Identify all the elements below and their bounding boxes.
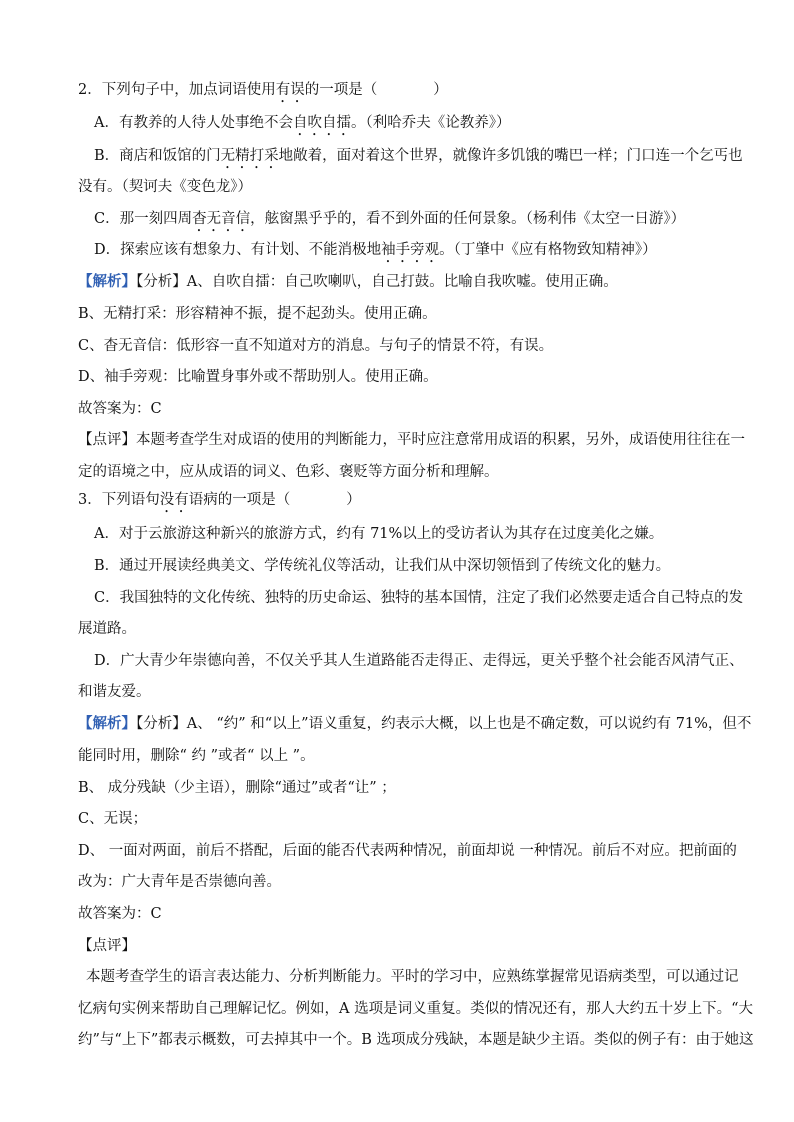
q2-option-b-text: B．商店和饭馆的门: [94, 148, 221, 164]
q2-answer: 故答案为：C: [78, 401, 162, 417]
q3-option-c: C．我国独特的文化传统、独特的历史命运、独特的基本国情，注定了我们必然要走适合自己特点的发: [94, 590, 744, 606]
q2-option-d-source: 。（丁肇中《应有格物致知精神》）: [439, 242, 657, 258]
q3-stem: [78, 490, 361, 516]
q3-analysis-d-line2: 改为：广大青年是否崇德向善。: [78, 874, 281, 890]
q3-analysis-a: [78, 714, 751, 734]
q3-stem-text-2: 语病的一项是（: [188, 492, 291, 508]
q2-option-a-source: 。（利哈乔夫《论教养》）: [350, 115, 511, 131]
q2-option-b: [94, 146, 743, 172]
q3-comment-line3: 约”与“上下”都表示概数，可去掉其中一个。B 选项成分残缺，本题是缺少主语。类似的例子有：由于她这: [78, 1032, 754, 1048]
q3-option-d-line2: 和谐友爱。: [78, 684, 151, 700]
q3-comment-line1: 本题考查学生的语言表达能力、分析判断能力。平时的学习中，应熟练掌握常见语病类型，可以通过记: [86, 969, 739, 985]
q2-analysis-a-text: 【分析】A、自吹自擂：自己吹喇叭，自己打鼓。比喻自我吹嘘。使用正确。: [136, 274, 618, 290]
jiexi-tag: 【解析】: [78, 273, 136, 290]
q3-comment-heading: 【点评】: [78, 938, 136, 954]
q2-option-c: [94, 209, 685, 235]
q2-option-b-dotted: 无精打采: [220, 148, 279, 164]
q2-analysis-b: B、无精打采：形容精神不振，提不起劲头。使用正确。: [78, 306, 437, 322]
q2-stem-text: 下列句子中，加点词语使用: [101, 82, 276, 98]
q3-option-b: B．通过开展读经典美文、学传统礼仪等活动，让我们从中深切领悟到了传统文化的魅力。: [94, 558, 671, 574]
q3-option-d: D．广大青少年崇德向善，不仅关乎其人生道路能否走得正、走得远，更关乎整个社会能否风清气正、: [94, 653, 744, 669]
q2-option-a-dotted: 自吹自擂: [292, 115, 351, 131]
q3-option-c-line2: 展道路。: [78, 621, 136, 637]
q2-analysis-c: C、杳无音信：低形容一直不知道对方的消息。与句子的情景不符，有误。: [78, 338, 554, 354]
q2-stem: [78, 80, 448, 106]
q3-dotted-word: 没有: [159, 492, 189, 508]
q2-option-c-text: C．那一刻四周: [94, 211, 193, 227]
q2-option-c-dotted: 杳无音信: [192, 211, 251, 227]
q2-option-a-text: A．有教养的人待人处事绝不会: [94, 115, 293, 131]
q2-comment-line2: 定的语境之中，应从成语的词义、色彩、褒贬等方面分析和理解。: [78, 464, 499, 480]
q3-analysis-a-line2: 能同时用，删除“ 约 ”或者“ 以上 ”。: [78, 748, 315, 764]
q2-stem-text-2: 的一项是（: [304, 82, 378, 98]
q3-analysis-d: D、 一面对两面，前后不搭配，后面的能否代表两种情况，前面却说 一种情况。前后不对应。把前面的: [78, 843, 737, 859]
q3-analysis-b: B、 成分残缺（少主语），删除“通过”或者“让” ；: [78, 780, 396, 796]
q2-option-d: [94, 240, 657, 266]
q2-option-d-text: D．探索应该有想象力、有计划、不能消极地: [94, 242, 382, 258]
q2-option-d-dotted: 袖手旁观: [381, 242, 440, 258]
q3-analysis-c: C、无误；: [78, 811, 148, 827]
q2-comment-line1: 【点评】本题考查学生对成语的使用的判断能力，平时应注意常用成语的积累，另外，成语使用往往在一: [78, 432, 745, 448]
q2-analysis-a: [78, 272, 618, 292]
q2-option-b-text-2: 地敞着，面对着这个世界，就像许多饥饿的嘴巴一样；门口连一个乞丐也: [278, 148, 743, 164]
q2-number: 2．: [78, 82, 102, 98]
q3-comment-line2: 忆病句实例来帮助自己理解记忆。例如，A 选项是词义重复。类似的情况还有，那人大约五十岁上下。“大: [78, 1001, 753, 1017]
q3-stem-close: ）: [346, 492, 361, 508]
q3-analysis-a-text: 【分析】A、 “约” 和“以上”语义重复，约表示大概，以上也是不确定数，可以说约有 71%，但不: [136, 716, 752, 732]
q3-answer: 故答案为：C: [78, 906, 162, 922]
q2-option-a: [94, 113, 510, 139]
q2-stem-close: ）: [433, 82, 448, 98]
q2-analysis-d: D、袖手旁观：比喻置身事外或不帮助别人。使用正确。: [78, 369, 438, 385]
q3-stem-text: 下列语句: [101, 492, 160, 508]
q2-option-c-source: ，舷窗黑乎乎的，看不到外面的任何景象。（杨利伟《太空一日游》）: [250, 211, 686, 227]
jiexi-tag: 【解析】: [78, 715, 136, 732]
q3-option-a: A．对于云旅游这种新兴的旅游方式，约有 71%以上的受访者认为其存在过度美化之嫌。: [94, 526, 664, 542]
q2-dotted-word: 有误: [275, 82, 305, 98]
q3-number: 3．: [78, 492, 102, 508]
q2-option-b-line2: 没有。（契诃夫《变色龙》）: [78, 179, 252, 195]
